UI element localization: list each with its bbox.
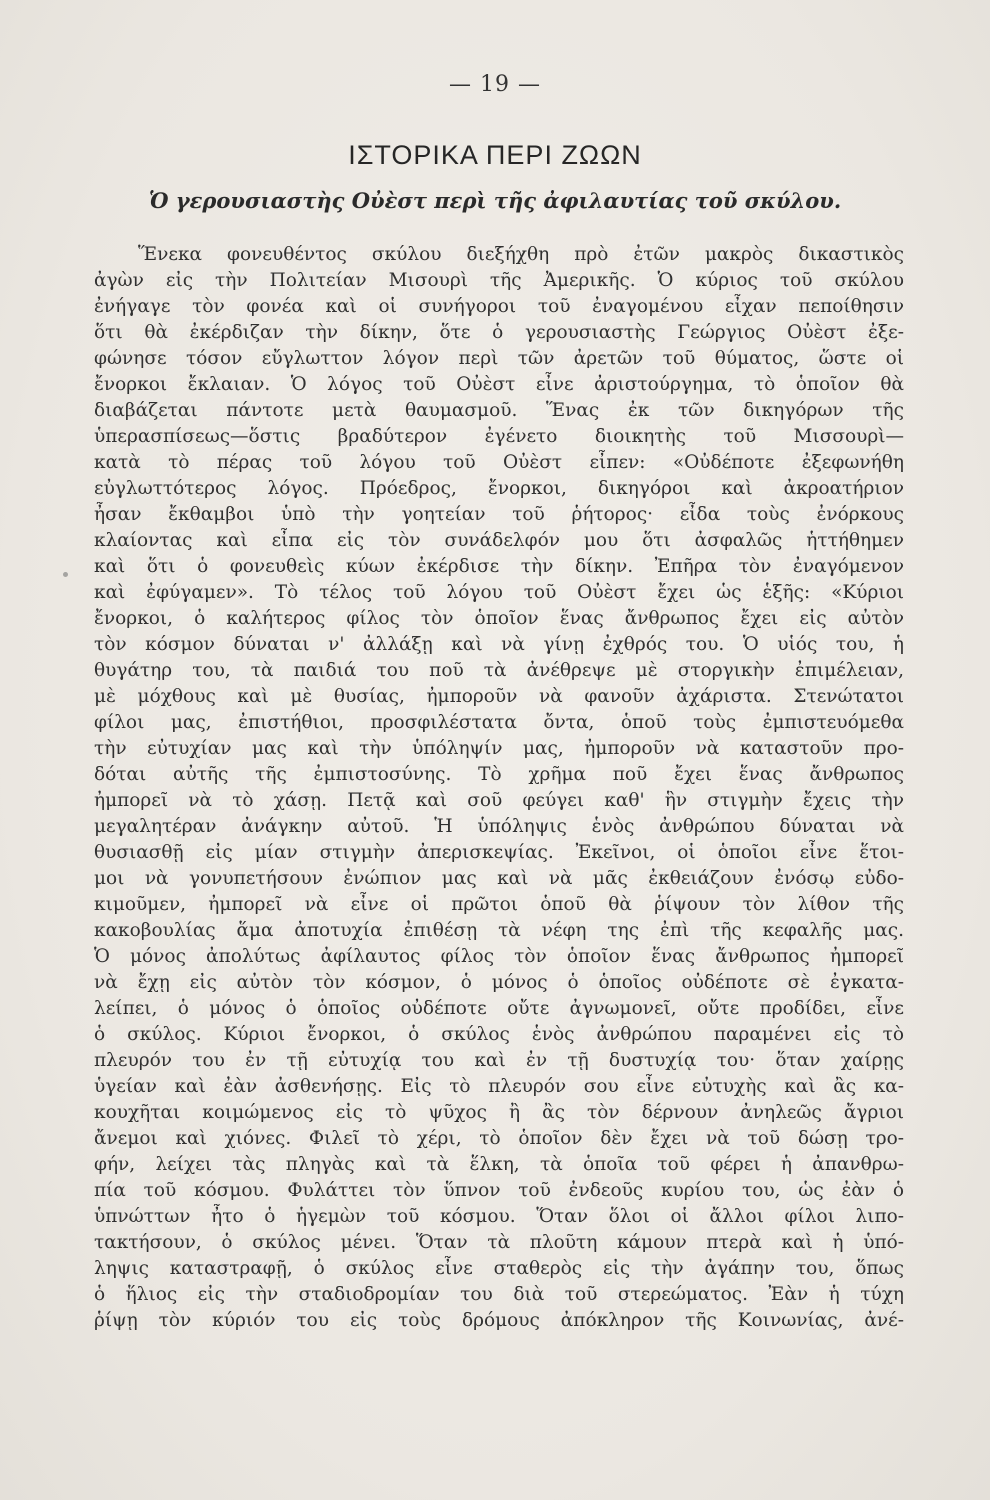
text-line: θυγάτηρ του, τὰ παιδιά του ποῦ τὰ ἀνέθρεψε μὲ στοργικὴν ἐπιμέλειαν, <box>94 660 904 681</box>
text-line: ῥίψῃ τὸν κύριόν του εἰς τοὺς δρόμους ἀπόκληρον τῆς Κοινωνίας, ἀνέ- <box>94 1310 904 1331</box>
text-line: ληψις καταστραφῇ, ὁ σκύλος εἶνε σταθερὸς εἰς τὴν ἀγάπην του, ὅπως <box>94 1258 904 1279</box>
section-title: ΙΣΤΟΡΙΚΑ ΠΕΡΙ ΖΩΩΝ <box>348 140 642 170</box>
text-line: καὶ ἐφύγαμεν». Τὸ τέλος τοῦ λόγου τοῦ Οὐὲστ ἔχει ὡς ἑξῆς: «Κύριοι <box>94 582 904 603</box>
text-line: λείπει, ὁ μόνος ὁ ὁποῖος οὐδέποτε οὔτε ἀγνωμονεῖ, οὔτε προδίδει, εἶνε <box>94 998 904 1019</box>
text-line: ἔνορκοι, ὁ καλήτερος φίλος τὸν ὁποῖον ἕνας ἄνθρωπος ἔχει εἰς αὐτὸν <box>94 608 904 629</box>
text-line: ἦσαν ἔκθαμβοι ὑπὸ τὴν γοητείαν τοῦ ῥήτορος· εἶδα τοὺς ἐνόρκους <box>94 504 904 525</box>
text-line: θυσιασθῇ εἰς μίαν στιγμὴν ἀπερισκεψίας. Ἐκεῖνοι, οἱ ὁποῖοι εἶνε ἕτοι- <box>94 842 904 863</box>
text-line: ἔνορκοι ἔκλαιαν. Ὁ λόγος τοῦ Οὐὲστ εἶνε ἀριστούργημα, τὸ ὁποῖον θὰ <box>94 374 904 395</box>
text-line: φίλοι μας, ἐπιστήθιοι, προσφιλέστατα ὄντα, ὁποῦ τοὺς ἐμπιστευόμεθα <box>94 712 904 733</box>
text-line: ἠμπορεῖ νὰ τὸ χάσῃ. Πετᾷ καὶ σοῦ φεύγει καθ' ἣν στιγμὴν ἔχεις τὴν <box>94 790 904 811</box>
article-body <box>94 242 904 1386</box>
text-line: κατὰ τὸ πέρας τοῦ λόγου τοῦ Οὐὲστ εἶπεν: «Οὐδέποτε ἐξεφωνήθη <box>94 452 904 473</box>
text-line: ὁ σκύλος. Κύριοι ἔνορκοι, ὁ σκύλος ἑνὸς ἀνθρώπου παραμένει εἰς τὸ <box>94 1024 904 1045</box>
text-line: φώνησε τόσον εὔγλωττον λόγον περὶ τῶν ἀρετῶν τοῦ θύματος, ὥστε οἱ <box>94 348 904 369</box>
margin-mark <box>63 572 68 577</box>
text-line: ἄνεμοι καὶ χιόνες. Φιλεῖ τὸ χέρι, τὸ ὁποῖον δὲν ἔχει νὰ τοῦ δώσῃ τρο- <box>94 1128 904 1149</box>
text-line: πία τοῦ κόσμου. Φυλάττει τὸν ὕπνον τοῦ ἐνδεοῦς κυρίου του, ὡς ἐὰν ὁ <box>94 1180 904 1201</box>
text-line <box>94 1334 904 1360</box>
text-line: τὴν εὐτυχίαν μας καὶ τὴν ὑπόληψίν μας, ἠμποροῦν νὰ καταστοῦν προ- <box>94 738 904 759</box>
text-line: κουχῆται κοιμώμενος εἰς τὸ ψῦχος ἢ ἂς τὸν δέρνουν ἀνηλεῶς ἄγριοι <box>94 1102 904 1123</box>
text-line: κακοβουλίας ἅμα ἀποτυχία ἐπιθέσῃ τὰ νέφη της ἐπὶ τῆς κεφαλῆς μας. <box>94 920 904 941</box>
text-line: φήν, λείχει τὰς πληγὰς καὶ τὰ ἕλκη, τὰ ὁποῖα τοῦ φέρει ἡ ἀπανθρω- <box>94 1154 904 1175</box>
text-line: νὰ ἔχῃ εἰς αὐτὸν τὸν κόσμον, ὁ μόνος ὁ ὁποῖος οὐδέποτε σὲ ἐγκατα- <box>94 972 904 993</box>
text-line: πλευρόν του ἐν τῇ εὐτυχίᾳ του καὶ ἐν τῇ δυστυχίᾳ του· ὅταν χαίρῃς <box>94 1050 904 1071</box>
text-line: δόται αὐτῆς τῆς ἐμπιστοσύνης. Τὸ χρῆμα ποῦ ἔχει ἕνας ἄνθρωπος <box>94 764 904 785</box>
text-line: Ὁ μόνος ἀπολύτως ἀφίλαυτος φίλος τὸν ὁποῖον ἕνας ἄνθρωπος ἠμπορεῖ <box>94 946 904 967</box>
text-line: ἐνήγαγε τὸν φονέα καὶ οἱ συνήγοροι τοῦ ἐναγομένου εἶχαν πεποίθησιν <box>94 296 904 317</box>
text-line: ὅτι θὰ ἐκέρδιζαν τὴν δίκην, ὅτε ὁ γερουσιαστὴς Γεώργιος Οὐὲστ ἐξε- <box>94 322 904 343</box>
text-line: τακτήσουν, ὁ σκύλος μένει. Ὅταν τὰ πλοῦτη κάμουν πτερὰ καὶ ἡ ὑπό- <box>94 1232 904 1253</box>
text-line <box>94 1360 904 1386</box>
text-line: κλαίοντας καὶ εἶπα εἰς τὸν συνάδελφόν μου ὅτι ἀσφαλῶς ἡττήθημεν <box>94 530 904 551</box>
text-line: κιμοῦμεν, ἠμπορεῖ νὰ εἶνε οἱ πρῶτοι ὁποῦ θὰ ῥίψουν τὸν λίθον τῆς <box>94 894 904 915</box>
text-line: μεγαλητέραν ἀνάγκην αὐτοῦ. Ἡ ὑπόληψις ἑνὸς ἀνθρώπου δύναται νὰ <box>94 816 904 837</box>
text-line: ἀγὼν εἰς τὴν Πολιτείαν Μισουρὶ τῆς Ἀμερικῆς. Ὁ κύριος τοῦ σκύλου <box>94 270 904 291</box>
text-line: ὑγείαν καὶ ἐὰν ἀσθενήσῃς. Εἰς τὸ πλευρόν σου εἶνε εὐτυχὴς καὶ ἂς κα- <box>94 1076 904 1097</box>
text-line: τὸν κόσμον δύναται ν' ἀλλάξῃ καὶ νὰ γίνῃ ἐχθρός του. Ὁ υἱός του, ἡ <box>94 634 904 655</box>
article-title: Ὁ γερουσιαστὴς Οὐὲστ περὶ τῆς ἀφιλαυτίας τοῦ σκύλου. <box>148 188 842 213</box>
text-line: Ἕνεκα φονευθέντος σκύλου διεξήχθη πρὸ ἐτῶν μακρὸς δικαστικὸς <box>138 244 904 265</box>
text-line: ὁ ἥλιος εἰς τὴν σταδιοδρομίαν του διὰ τοῦ στερεώματος. Ἐὰν ἡ τύχη <box>94 1284 904 1305</box>
text-line: μὲ μόχθους καὶ μὲ θυσίας, ἠμποροῦν νὰ φανοῦν ἀχάριστα. Στενώτατοι <box>94 686 904 707</box>
text-line: ὑπερασπίσεως—ὅστις βραδύτερον ἐγένετο διοικητὴς τοῦ Μισσουρὶ— <box>94 426 904 447</box>
text-line: καὶ ὅτι ὁ φονευθεὶς κύων ἐκέρδισε τὴν δίκην. Ἐπῆρα τὸν ἐναγόμενον <box>94 556 904 577</box>
text-line: εὐγλωττότερος λόγος. Πρόεδρος, ἔνορκοι, δικηγόροι καὶ ἀκροατήριον <box>94 478 904 499</box>
text-line: μοι νὰ γονυπετήσουν ἐνώπιον μας καὶ νὰ μᾶς ἐκθειάζουν ἐνόσῳ εὐδο- <box>94 868 904 889</box>
text-line: διαβάζεται πάντοτε μετὰ θαυμασμοῦ. Ἕνας ἐκ τῶν δικηγόρων τῆς <box>94 400 904 421</box>
page-number: — 19 — <box>449 72 541 97</box>
text-line: ὑπνώττων ἦτο ὁ ἡγεμὼν τοῦ κόσμου. Ὅταν ὅλοι οἱ ἄλλοι φίλοι λιπο- <box>94 1206 904 1227</box>
